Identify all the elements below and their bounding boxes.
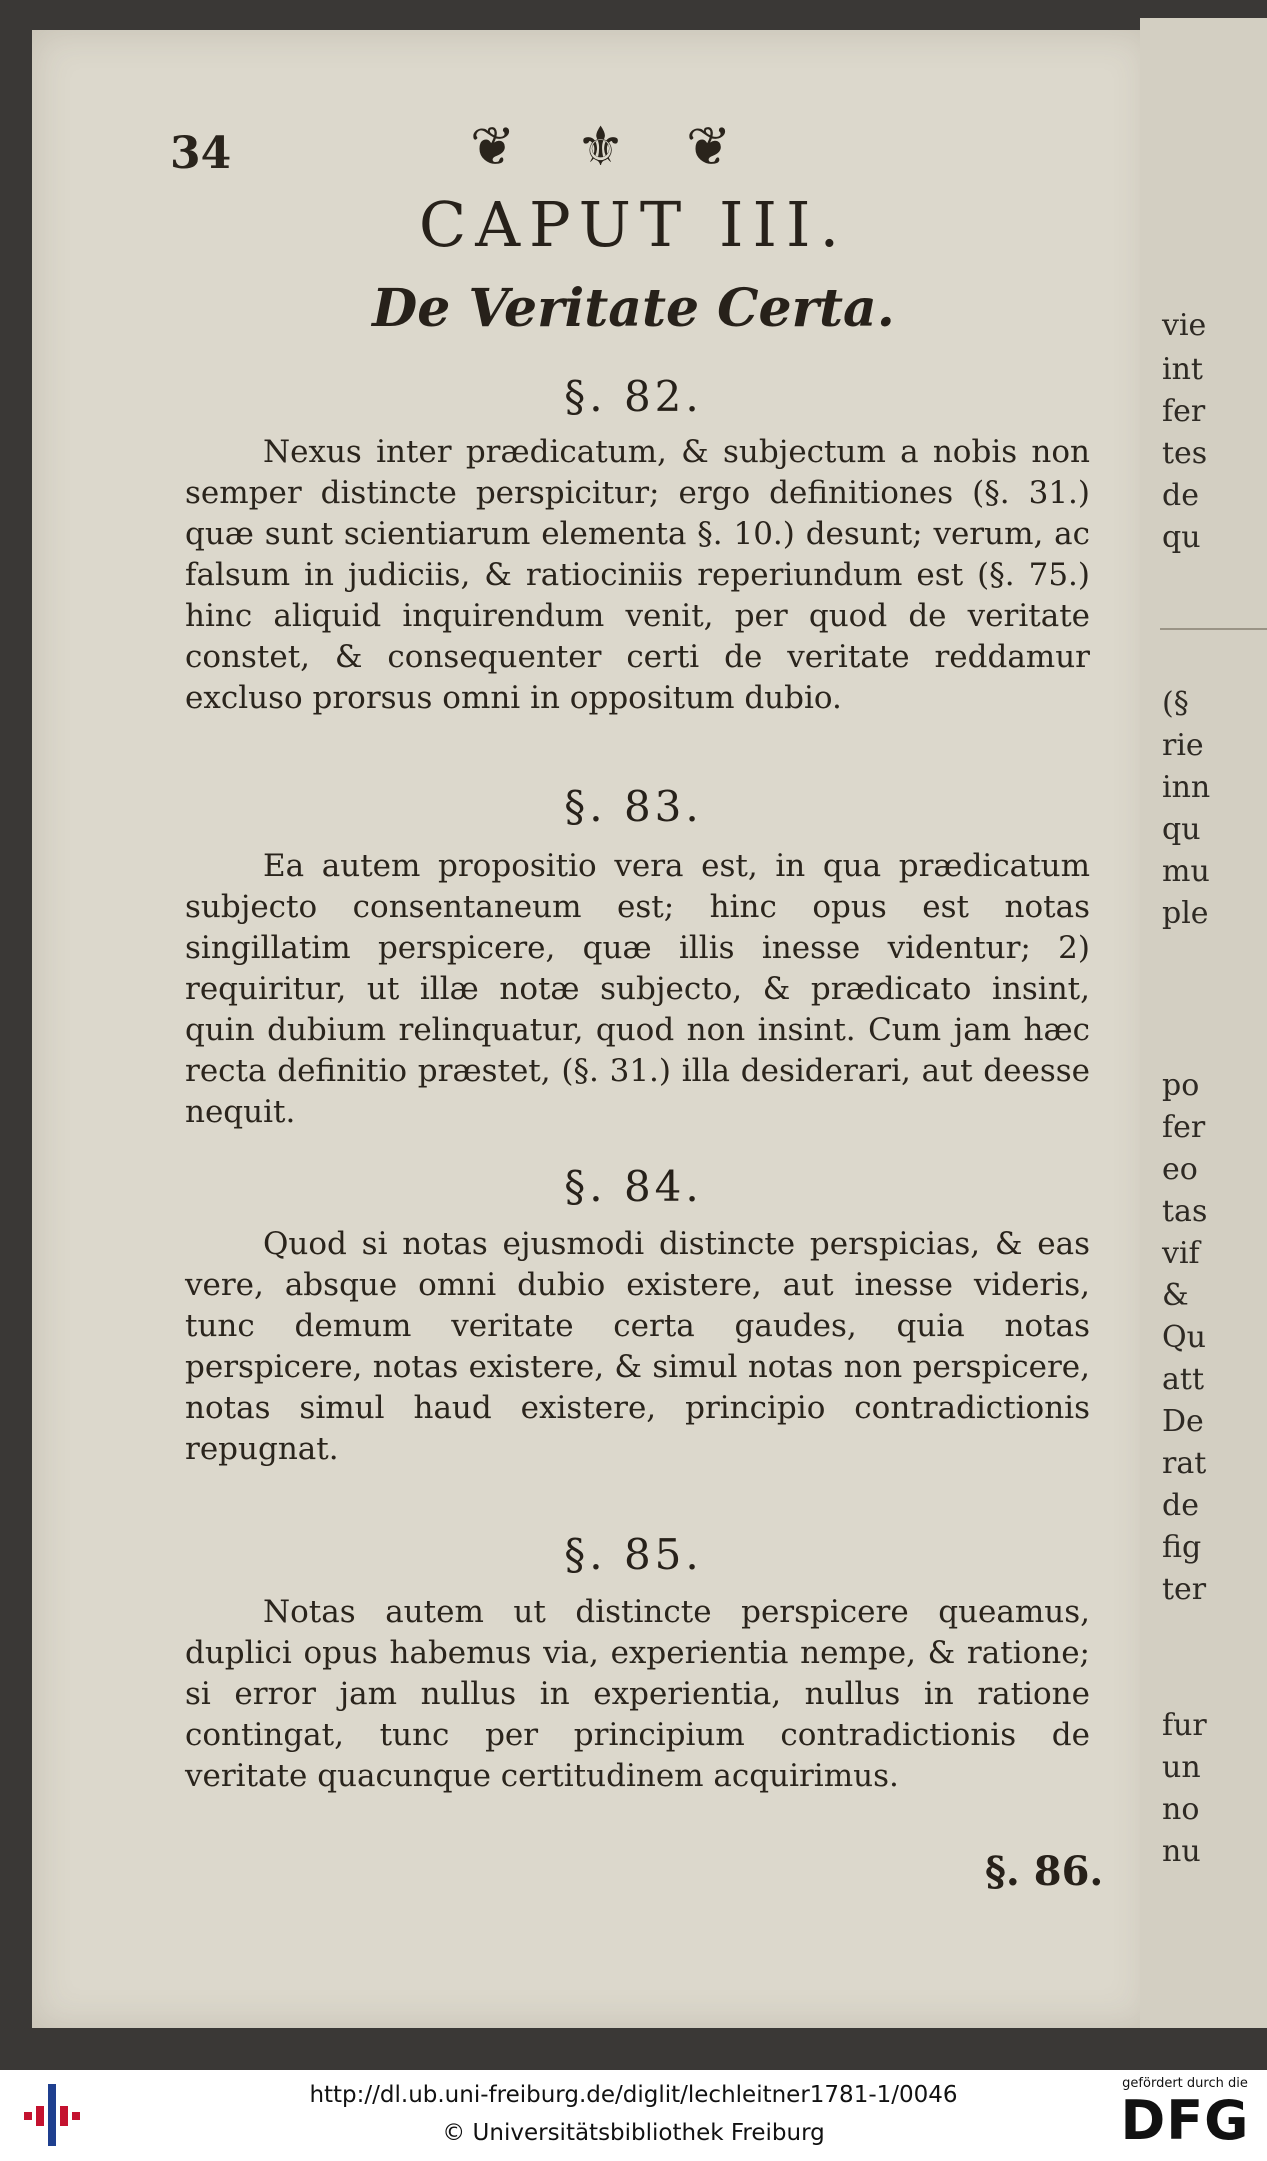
facing-page-fragment: att	[1162, 1362, 1204, 1397]
section-title: §. 85.	[564, 1530, 703, 1579]
facing-page-fragment: qu	[1162, 520, 1201, 555]
dfg-wordmark: DFG	[1120, 2089, 1250, 2152]
section-paragraph: Ea autem propositio vera est, in qua prædicatum subjecto consentaneum est; hinc opus est notas singillatim perspicere, quæ illis inesse videntur; 2) requiritur, ut illæ notæ subjecto, & prædicato insint, quin dubium relinquatur, quod non insint. Cum jam hæc recta definitio præstet, (§. 31.) illa desiderari, aut deesse nequit.	[185, 848, 1090, 1130]
facing-page-fragment: rie	[1162, 728, 1204, 763]
facing-page-fragment: qu	[1162, 812, 1201, 847]
facing-page-rule	[1160, 628, 1267, 630]
section-title: §. 82.	[564, 372, 703, 421]
facing-page-fragment: de	[1162, 478, 1199, 513]
facing-page-fragment: fer	[1162, 1110, 1206, 1145]
section-title: §. 83.	[564, 782, 703, 831]
section-paragraph: Nexus inter prædicatum, & subjectum a nobis non semper distincte perspicitur; ergo definitiones (§. 31.) quæ sunt scientiarum elementa §. 10.) desunt; verum, ac falsum in judiciis, & ratiociniis reperiundum est (§. 75.) hinc aliquid inquirendum venit, per quod de veritate constet, & consequenter certi de veritate reddamur excluso prorsus omni in oppositum dubio.	[185, 434, 1090, 716]
facing-page-fragment: rat	[1162, 1446, 1207, 1481]
facing-page-fragment: mu	[1162, 854, 1210, 889]
dfg-logo	[1110, 2074, 1260, 2158]
facing-page-fragment: po	[1162, 1068, 1200, 1103]
headpiece-ornament: ❦ ⚜ ❦	[470, 115, 754, 178]
facing-page-fragment: int	[1162, 352, 1203, 387]
facing-page-fragment: un	[1162, 1750, 1201, 1785]
facing-page-fragment: inn	[1162, 770, 1211, 805]
facing-page-fragment: fur	[1162, 1708, 1207, 1743]
facing-page-fragment: (§	[1162, 686, 1189, 721]
section-paragraph: Quod si notas ejusmodi distincte perspicias, & eas vere, absque omni dubio existere, aut inesse videris, tunc demum veritate certa gaudes, quia notas perspicere, notas existere, & simul notas non perspicere, notas simul haud existere, principio contradictionis repugnat.	[185, 1226, 1090, 1467]
chapter-subtitle: De Veritate Certa.	[372, 278, 895, 339]
section-paragraph: Notas autem ut distincte perspicere queamus, duplici opus habemus via, experientia nempe, & ratione; si error jam nullus in experientia, nullus in ratione contingat, tunc per principium contradictionis de veritate quacunque certitudinem acquirimus.	[185, 1594, 1090, 1794]
facing-page-fragment: De	[1162, 1404, 1204, 1439]
chapter-heading: CAPUT III.	[418, 188, 849, 261]
funding-note: gefördert durch die	[1122, 2076, 1248, 2091]
facing-page-fragment: &	[1162, 1278, 1189, 1313]
section-title: §. 84.	[564, 1162, 703, 1211]
page-number: 34	[170, 128, 232, 179]
facing-page-fragment: vif	[1162, 1236, 1200, 1271]
facing-page-fragment: vie	[1162, 308, 1207, 343]
facing-page-fragment: ter	[1162, 1572, 1207, 1607]
facing-page-fragment: eo	[1162, 1152, 1198, 1187]
facing-page-fragment: no	[1162, 1792, 1200, 1827]
facing-page-fragment: ple	[1162, 896, 1209, 931]
facing-page-fragment: tes	[1162, 436, 1208, 471]
facing-page-fragment: Qu	[1162, 1320, 1206, 1355]
facing-page-fragment: tas	[1162, 1194, 1208, 1229]
facing-page-fragment: de	[1162, 1488, 1199, 1523]
catchword: §. 86.	[985, 1848, 1104, 1895]
copyright-notice: © Universitätsbibliothek Freiburg	[442, 2120, 825, 2146]
viewer-footer	[0, 2070, 1267, 2161]
permalink-url[interactable]: http://dl.ub.uni-freiburg.de/diglit/lechleitner1781-1/0046	[309, 2082, 958, 2108]
facing-page-fragment: fig	[1162, 1530, 1202, 1565]
facing-page-fragment: nu	[1162, 1834, 1201, 1869]
facing-page-fragment: fer	[1162, 394, 1206, 429]
